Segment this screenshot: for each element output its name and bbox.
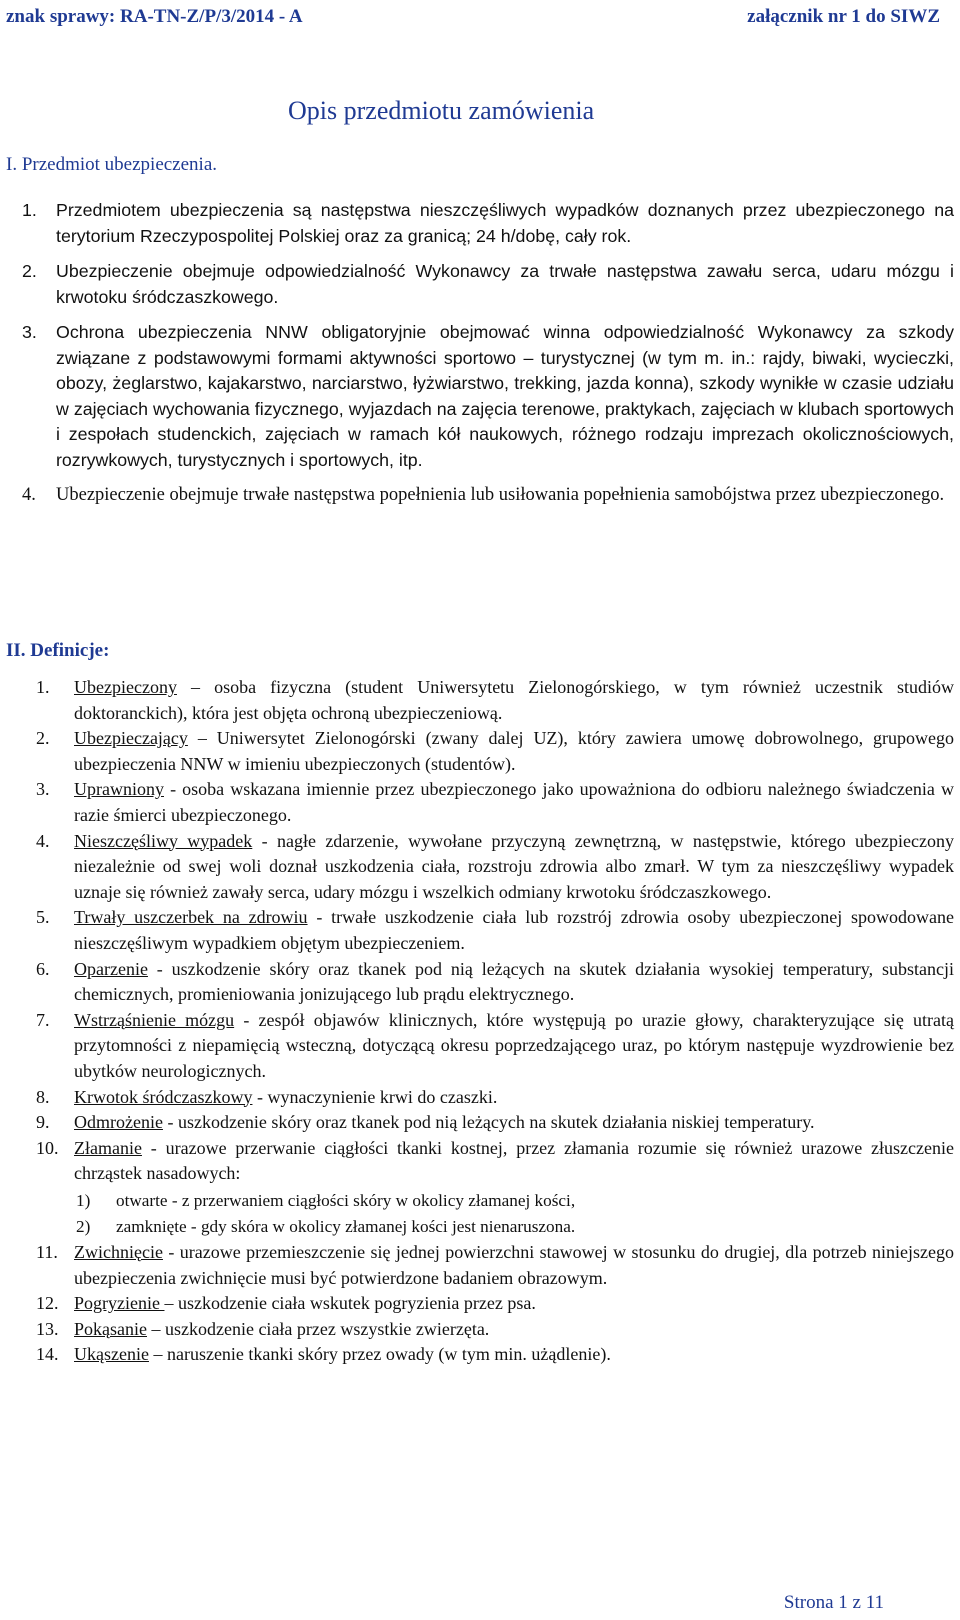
definition-text: – uszkodzenie ciała wskutek pogryzienia przez psa. [164,1293,536,1314]
definition-text: - nagłe zdarzenie, wywołane przyczyną zewnętrzną, w następstwie, którego ubezpieczony niezależnie od swej woli doznał uszkodzenia ciała, rozstroju zdrowia albo zmarł. W tym za nieszczęśliwy wypadek uznaje się również zawały serca, udary mózgu i wszelkich odmiany krwotoku śródczaszkowego. [74,830,954,902]
annex-label: załącznik nr 1 do SIWZ [747,6,940,27]
definition-item [36,905,954,956]
section-1-item [22,320,954,473]
definition-term: Pokąsanie [74,1318,147,1339]
item-number: 4. [22,485,36,505]
definition-item [36,1291,954,1317]
definition-term: Trwały uszczerbek na zdrowiu [74,907,308,928]
definition-number: 9. [36,1112,50,1133]
sub-item [74,1188,954,1214]
definition-body [74,905,954,956]
definition-item [36,1136,954,1240]
definition-text: - uszkodzenie skóry oraz tkanek pod nią leżących na skutek działania wysokiej temperatury, substancji chemicznych, promieniowania jonizującego lub prądu elektrycznego. [74,958,954,1005]
item-number: 1. [22,200,37,220]
sub-item-text: otwarte - z przerwaniem ciągłości skóry w okolicy złamanej kości, [116,1190,576,1210]
definition-item [36,1008,954,1085]
definition-number: 2. [36,728,50,749]
definition-text: - urazowe przerwanie ciągłości tkanki kostnej, przez złamania rozumie się również urazowe złuszczenie chrząstek nasadowych: [74,1137,954,1184]
definition-number: 4. [36,830,50,851]
definition-item [36,957,954,1008]
definition-text: - trwałe uszkodzenie ciała lub rozstrój zdrowia osoby ubezpieczonej spowodowane nieszczęśliwym wypadkiem objętym ubezpieczeniem. [74,907,954,953]
definition-body [74,1110,954,1136]
definition-number: 3. [36,779,50,800]
definition-item [36,777,954,828]
section-1-list [22,198,954,519]
definition-body [74,1085,954,1111]
item-text: Ubezpieczenie obejmuje odpowiedzialność Wykonawcy za trwałe następstwa zawału serca, udaru mózgu i krwotoku śródczaszkowego. [56,261,954,307]
definition-number: 14. [36,1344,59,1365]
definition-term: Nieszczęśliwy wypadek [74,830,253,851]
definition-number: 12. [36,1293,59,1314]
definition-term: Złamanie [74,1137,142,1158]
definition-item [36,726,954,777]
definition-term: Uprawniony [74,779,164,800]
definition-term: Ubezpieczony [74,677,177,697]
section-heading-1: I. Przedmiot ubezpieczenia. [6,154,218,175]
definition-number: 5. [36,907,50,928]
definition-body [74,1291,954,1317]
definition-text: - urazowe przemieszczenie się jednej powierzchni stawowej w stosunku do drugiej, dla potrzeb niniejszego ubezpieczenia zwichnięcie musi być potwierdzone badaniem obrazowym. [74,1242,954,1288]
definition-text: - uszkodzenie skóry oraz tkanek pod nią leżących na skutek działania niskiej temperatury. [162,1112,815,1133]
definition-item [36,1085,954,1111]
definition-number: 11. [36,1242,58,1263]
page-number: Strona 1 z 11 [783,1592,884,1613]
definition-body [74,1240,954,1291]
definition-number: 7. [36,1009,50,1030]
item-text: Przedmiotem ubezpieczenia są następstwa nieszczęśliwych wypadków doznanych przez ubezpieczonego na terytorium Rzeczypospolitej Polskiej oraz za granicą; 24 h/dobę, cały rok. [56,200,954,246]
sub-item [74,1214,954,1240]
definition-text: – Uniwersytet Zielonogórski (zwany dalej UZ), który zawiera umowę dobrowolnego, grupowego ubezpieczenia NNW w imieniu ubezpieczonych (studentów). [74,728,954,774]
definition-item [36,1342,954,1368]
definition-body [74,957,954,1008]
section-heading-2: II. Definicje: [6,640,110,661]
item-number: 2. [22,261,37,281]
item-text: Ubezpieczenie obejmuje trwałe następstwa popełnienia lub usiłowania popełnienia samobójstwa przez ubezpieczonego. [56,485,945,505]
definition-body [74,1136,954,1240]
definitions-list [36,675,954,1368]
definition-item [36,1110,954,1136]
case-reference: znak sprawy: RA-TN-Z/P/3/2014 - A [6,6,303,27]
definition-term: Odmrożenie [74,1112,163,1133]
section-1-item [22,198,954,249]
definition-text: – osoba fizyczna (student Uniwersytetu Zielonogórskiego, w tym również uczestnik studiów doktoranckich), która jest objęta ochroną ubezpieczeniową. [74,677,954,723]
item-number: 3. [22,322,37,342]
sub-item-number: 1) [76,1190,91,1210]
definition-number: 8. [36,1086,50,1107]
definition-term: Ubezpieczający [74,728,188,749]
definition-text: - zespół objawów klinicznych, które występują po urazie głowy, charakteryzujące się utratą przytomności z niepamięcią wsteczną, dotyczącą okresu poprzedzającego uraz, po którym następuje wyzdrowienie bez ubytków neurologicznych. [74,1009,954,1081]
definition-term: Wstrząśnienie mózgu [74,1009,235,1030]
definition-term: Ukąszenie [74,1344,149,1365]
definition-text: - wynaczynienie krwi do czaszki. [252,1086,498,1107]
definition-term: Pogryzienie [74,1293,165,1314]
definition-item [36,829,954,906]
section-1-item [22,259,954,310]
definition-body [74,1008,954,1085]
definition-item [36,1317,954,1343]
definition-body [74,777,954,828]
section-1-item [22,483,954,509]
definition-text: - osoba wskazana imiennie przez ubezpieczonego jako upoważniona do odbioru należnego świadczenia w razie śmierci ubezpieczonego. [74,779,954,825]
sub-item-number: 2) [76,1217,91,1237]
definition-text: – uszkodzenie ciała przez wszystkie zwierzęta. [146,1318,490,1339]
definition-term: Krwotok śródczaszkowy [74,1086,253,1107]
definition-number: 1. [36,677,50,697]
definition-number: 6. [36,958,50,979]
definition-body [74,1317,954,1343]
sub-item-text: zamknięte - gdy skóra w okolicy złamanej kości jest nienaruszona. [116,1217,576,1237]
definition-body [74,829,954,906]
definition-number: 13. [36,1318,59,1339]
definition-body [74,675,954,726]
definition-term: Oparzenie [74,958,148,979]
item-text: Ochrona ubezpieczenia NNW obligatoryjnie obejmować winna odpowiedzialność Wykonawcy za szkody związane z podstawowymi formami aktywności sportowo – turystycznej (w tym m. in.: rajdy, biwaki, wycieczki, obozy, żeglarstwo, kajakarstwo, narciarstwo, łyżwiarstwo, trekking, jazda konna), szkody wynikłe w czasie udziału w zajęciach wychowania fizycznego, wyjazdach na zajęcia terenowe, praktykach, zajęciach w klubach sportowych i zespołach studenckich, zajęciach w ramach kół naukowych, różnego rodzaju imprezach okolicznościowych, rozrywkowych, turystycznych i sportowych, itp. [56,322,954,470]
definition-body [74,726,954,777]
document-title: Opis przedmiotu zamówienia [288,96,595,125]
definition-body [74,1342,954,1368]
definition-number: 10. [36,1137,59,1158]
definition-item [36,675,954,726]
definition-term: Zwichnięcie [74,1242,163,1263]
definition-item [36,1240,954,1291]
definition-text: – naruszenie tkanki skóry przez owady (w tym min. użądlenie). [148,1344,611,1365]
